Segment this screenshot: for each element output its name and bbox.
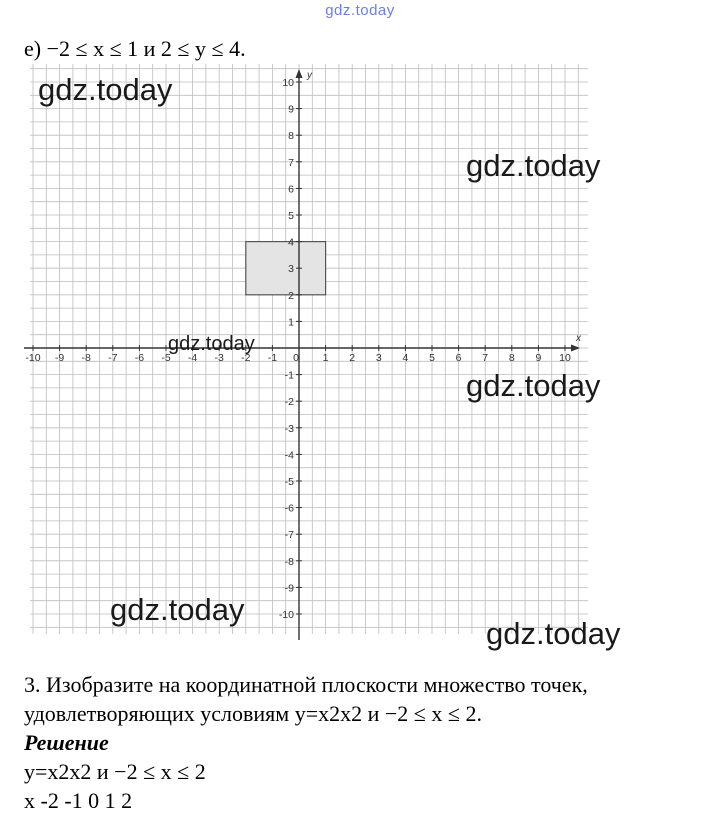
x-tick-label: 5 [429,352,435,364]
x-tick-label: 6 [455,352,462,364]
y-tick-label: 5 [288,210,294,222]
task-3-block [24,670,588,815]
watermark-bottom-right: gdz.today [486,616,621,651]
y-tick-label: 7 [288,156,294,169]
x-tick-label: -6 [134,352,145,364]
y-tick-label: 9 [288,103,294,116]
watermark-top-left: gdz.today [38,72,173,107]
y-tick-label: -2 [284,396,294,409]
x-axis-label: x [576,333,581,344]
y-tick-label: 1 [288,316,294,329]
y-tick-label: -10 [278,609,294,621]
y-tick-label: -9 [284,582,294,595]
y-tick-label: 2 [288,289,294,302]
x-tick-label: -8 [81,352,91,364]
x-tick-label: 8 [508,352,515,364]
x-tick-label: 9 [535,352,542,364]
x-tick-label: -2 [241,352,251,364]
task-3-line-2: удовлетворяющих условиям y=x2x2 и −2 ≤ x ≤ 2. [24,701,482,726]
watermark-bottom-left: gdz.today [110,592,245,627]
x-tick-label: 10 [559,352,571,364]
x-tick-label: 2 [349,352,356,364]
x-tick-label: -1 [267,352,278,364]
x-tick-label: -5 [161,352,171,364]
y-tick-label: 10 [282,77,294,89]
y-axis-arrow [296,69,303,78]
x-tick-label: 3 [375,352,382,364]
watermark-center-small: gdz.today [168,333,255,355]
coordinate-plane [0,60,600,640]
y-tick-label: 6 [288,183,294,196]
watermark-right-upper: gdz.today [466,148,601,183]
x-tick-label: -7 [108,352,118,364]
site-header-logo: gdz.today [325,2,395,19]
y-tick-label: 3 [288,263,294,276]
y-tick-label: -1 [284,369,294,382]
y-tick-label: -7 [284,529,294,542]
x-tick-label: 0 [293,352,299,364]
x-tick-label: -4 [187,352,198,364]
x-tick-label: -10 [25,352,41,364]
y-axis-label: y [307,70,312,81]
x-tick-label: 7 [482,352,489,364]
y-tick-label: 8 [288,130,294,143]
task-e-condition: е) −2 ≤ x ≤ 1 и 2 ≤ y ≤ 4. [24,36,246,61]
x-tick-label: -3 [214,352,224,364]
y-tick-label: -5 [284,476,294,488]
x-tick-label: -9 [54,352,65,364]
y-tick-label: 4 [288,236,294,249]
x-tick-label: 4 [402,352,409,364]
y-tick-label: -4 [284,449,294,462]
y-tick-label: -8 [284,555,294,568]
task-3-line-1: 3. Изобразите на координатной плоскости множество точек, [24,672,588,697]
y-tick-label: -6 [284,502,294,515]
watermark-right-middle: gdz.today [466,368,601,403]
shaded-region [246,242,326,295]
solution-label: Решение [24,730,109,755]
y-tick-label: -3 [284,422,294,435]
task-3-line-4: x -2 -1 0 1 2 [24,788,133,813]
task-3-line-3: y=x2x2 и −2 ≤ x ≤ 2 [24,759,206,784]
x-tick-label: 1 [322,352,329,364]
